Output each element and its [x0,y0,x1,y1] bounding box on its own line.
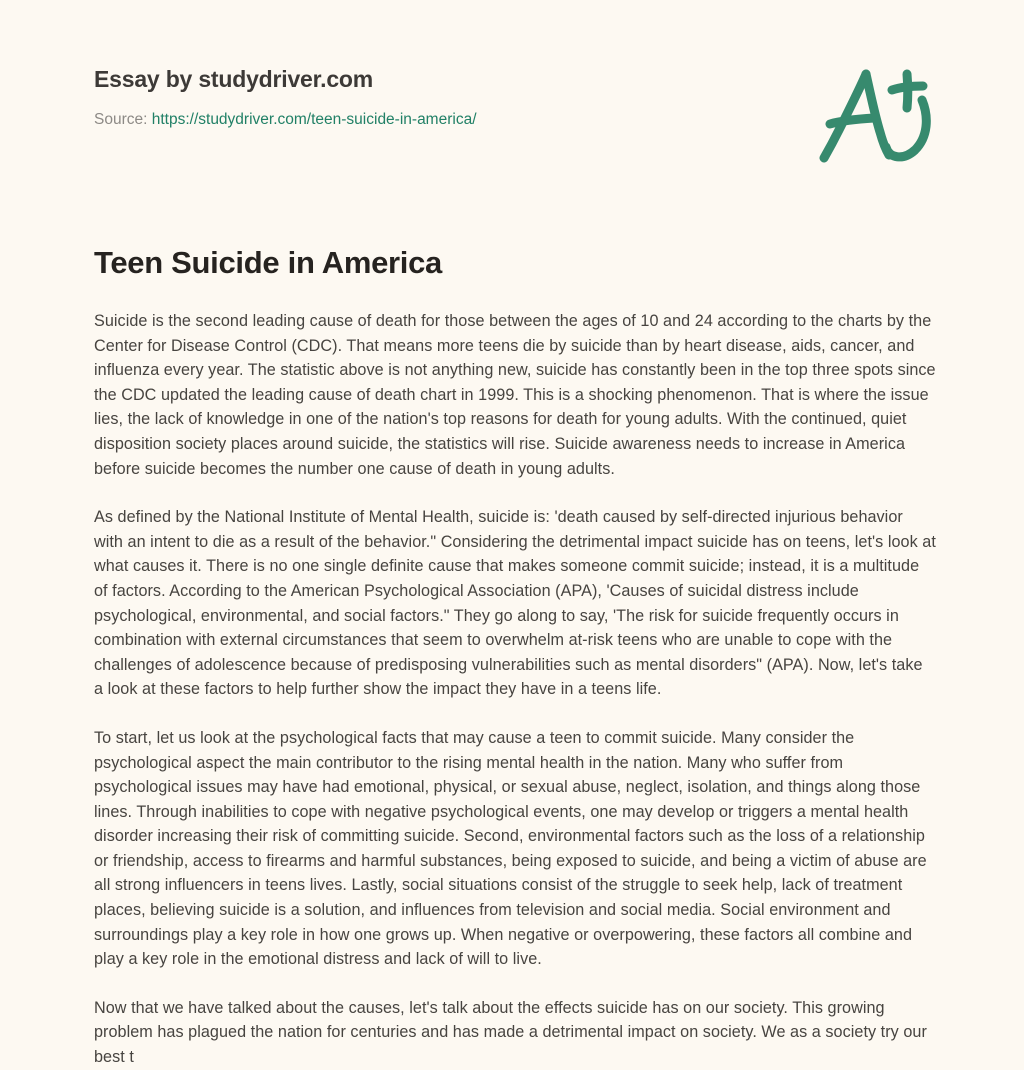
article-paragraph: Now that we have talked about the causes, let's talk about the effects suicide has on our society. This growing problem has plagued the nation for centuries and has made a detrimental impact on society. We as a society try our best t [94,998,927,1067]
source-url-link[interactable]: https://studydriver.com/teen-suicide-in-america/ [151,111,477,128]
page-title: Teen Suicide in America [94,245,442,280]
article-body [94,309,936,1070]
article-paragraph: To start, let us look at the psychological facts that may cause a teen to commit suicide. Many consider the psychological aspect the main contributor to the rising mental health in the nation. Many who suffer from psychological issues may have had emotional, physical, or sexual abuse, neglect, isolation, and things along those lines. Through inabilities to cope with negative psychological events, one may develop or triggers a mental health disorder increasing their risk of committing suicide. Second, environmental factors such as the loss of a relationship or friendship, access to firearms and harmful substances, being exposed to suicide, and being a victim of abuse are all strong influencers in teens lives. Lastly, social situations consist of the struggle to seek help, lack of treatment places, believing suicide is a solution, and influences from television and social media. Social environment and surroundings play a key role in how one grows up. When negative or overpowering, these factors all combine and play a key role in the emotional distress and lack of will to live. [94,728,927,969]
source-label: Source: [94,111,148,128]
source-line [94,110,734,130]
article-container [94,243,936,1070]
article-paragraph: As defined by the National Institute of Mental Health, suicide is: 'death caused by self-directed injurious behavior with an intent to die as a result of the behavior." Considering the detrimental impact suicide has on teens, let's look at what causes it. There is no one single definite cause that makes someone commit suicide; instead, it is a multitude of factors. According to the American Psychological Association (APA), 'Causes of suicidal distress include psychological, environmental, and social factors." They go along to say, 'The risk for suicide frequently occurs in combination with external circumstances that seem to overwhelm at-risk teens who are unable to cope with the challenges of adolescence because of predisposing vulnerabilities such as mental disorders" (APA). Now, let's take a look at these factors to help further show the impact they have in a teens life. [94,508,936,699]
document-header [0,0,1024,200]
article-paragraph: Suicide is the second leading cause of death for those between the ages of 10 and 24 according to the charts by the Center for Disease Control (CDC). That means more teens die by suicide than by heart disease, aids, cancer, and influenza every year. The statistic above is not anything new, suicide has constantly been in the top three spots since the CDC updated the leading cause of death chart in 1999. This is a shocking phenomenon. That is where the issue lies, the lack of knowledge in one of the nation's top reasons for death for young adults. With the continued, quiet disposition society places around suicide, the statistics will rise. Suicide awareness needs to increase in America before suicide becomes the number one cause of death in young adults. [94,312,936,478]
essay-attribution: Essay by studydriver.com [94,66,374,92]
header-text-block [94,64,734,130]
a-plus-logo-icon [808,62,938,174]
studydriver-aplus-logo [808,62,938,174]
